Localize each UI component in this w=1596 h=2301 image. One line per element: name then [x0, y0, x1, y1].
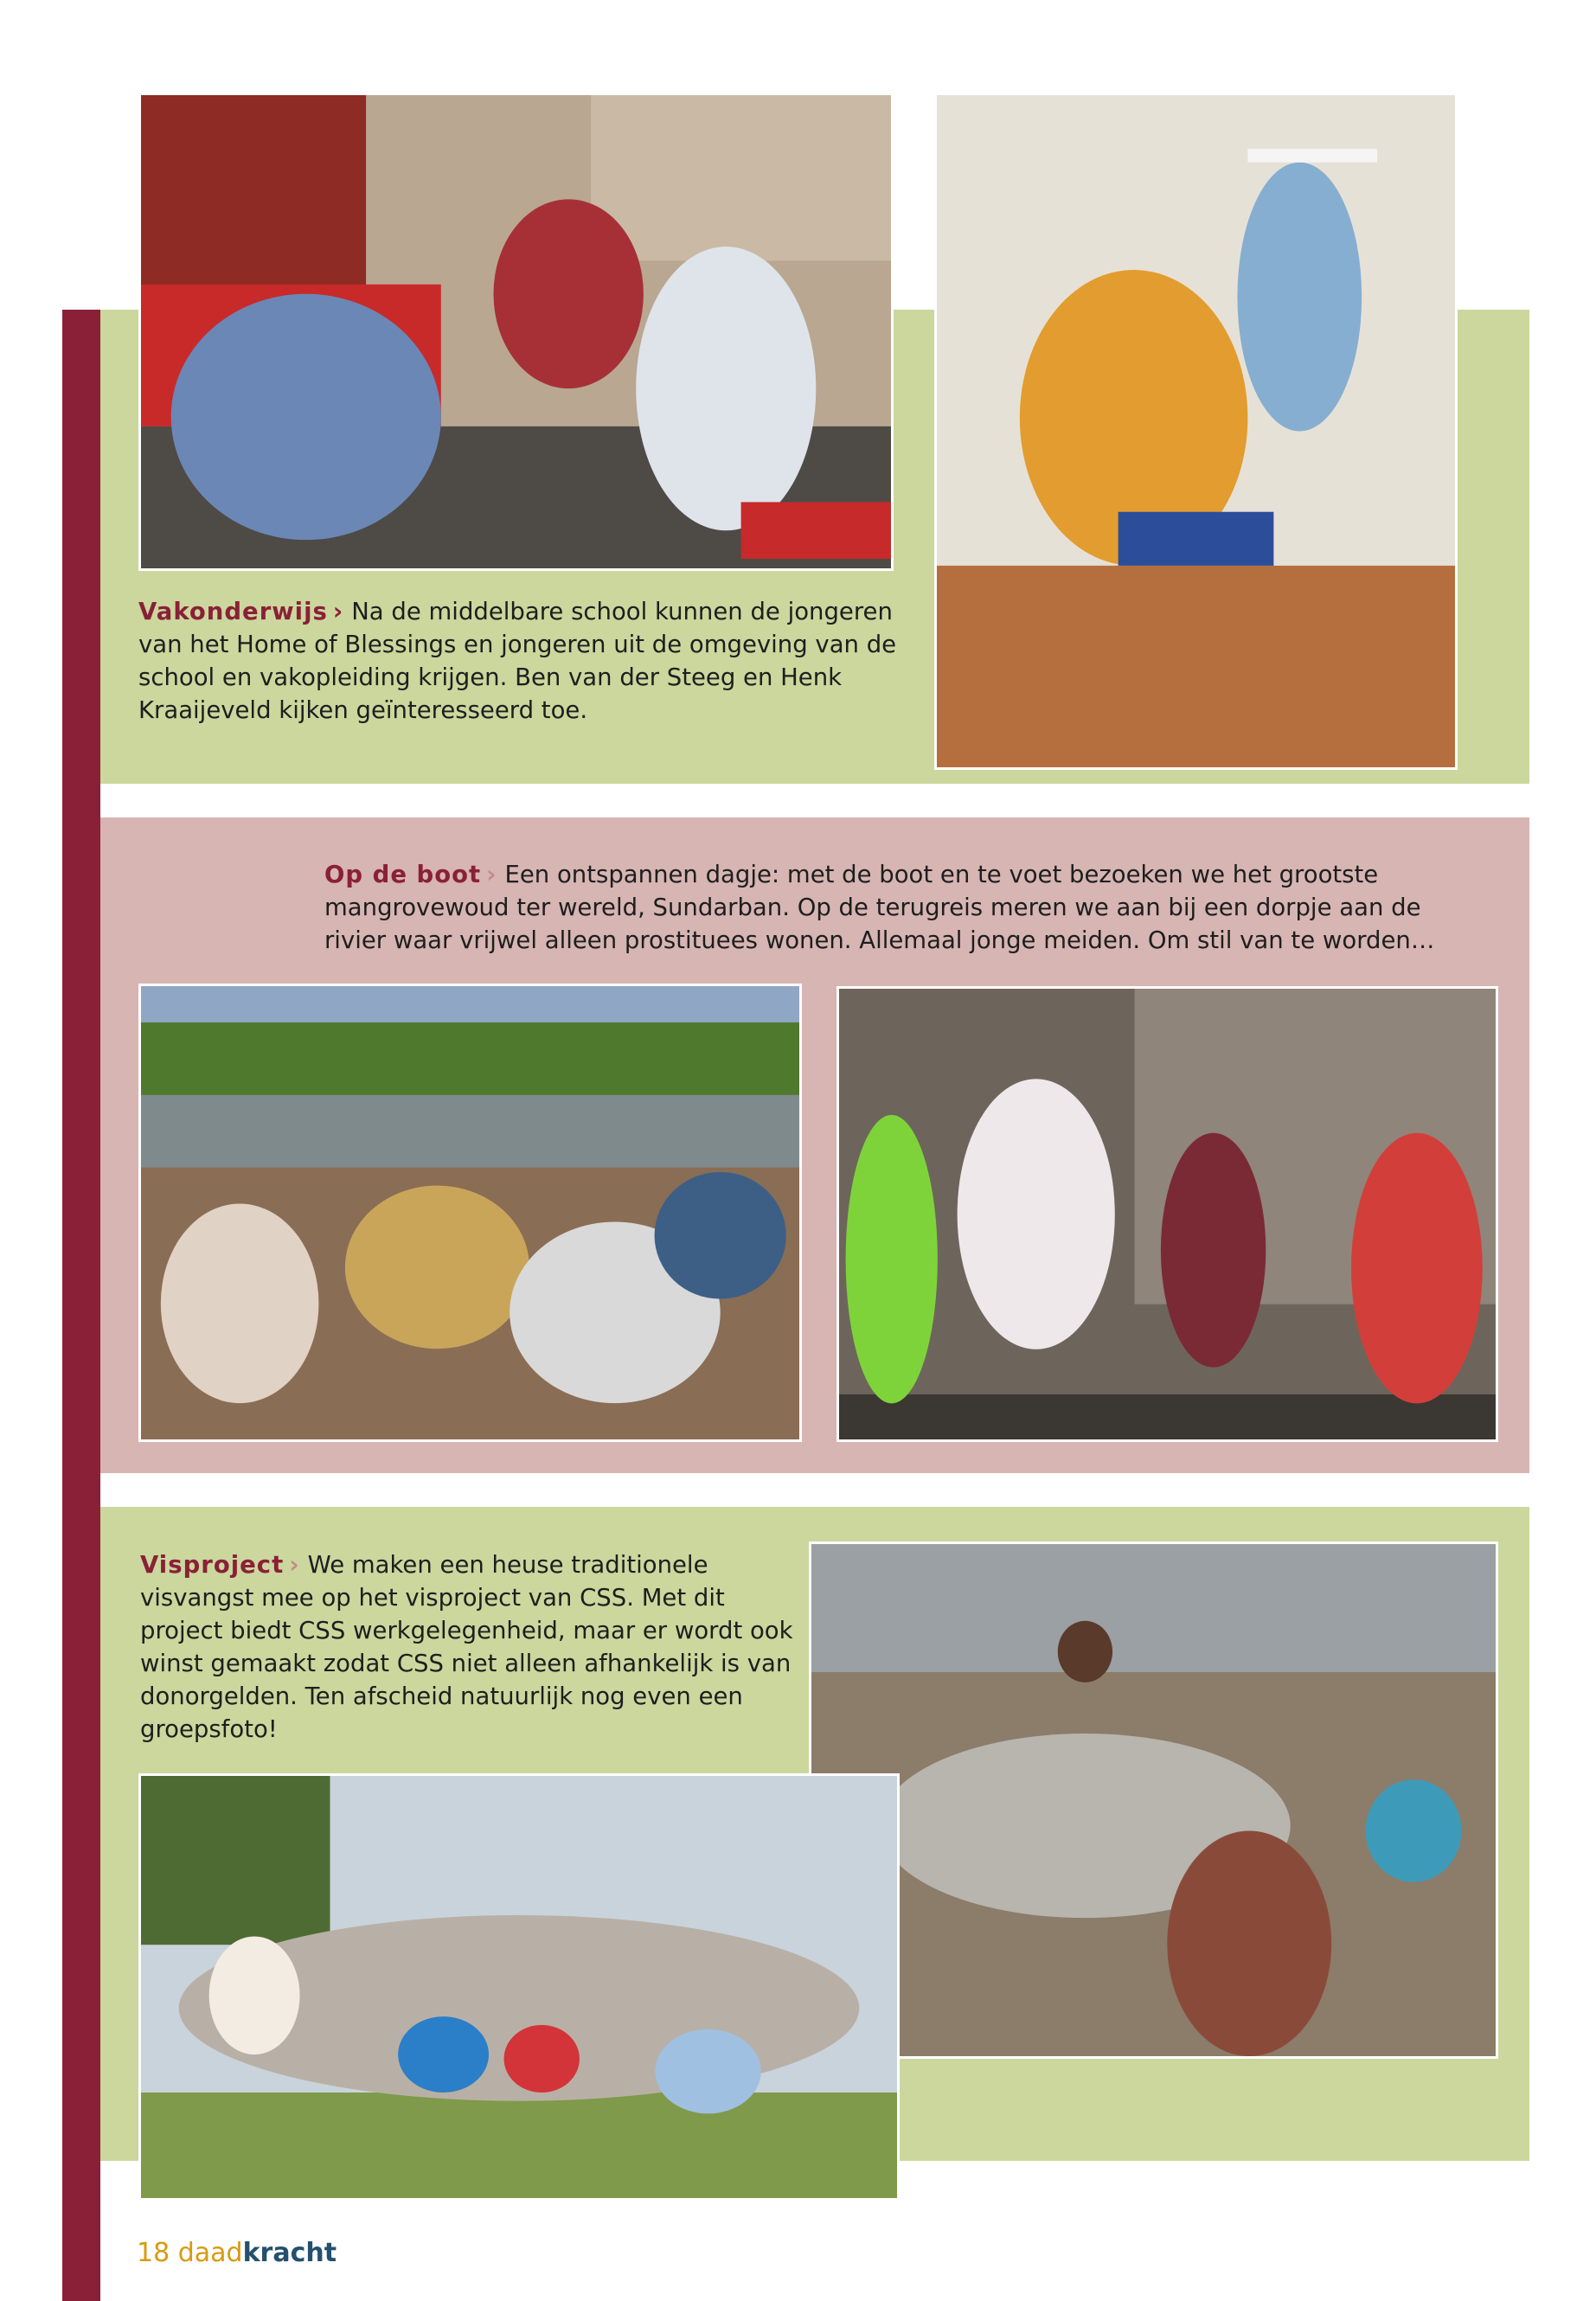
chevron-right-icon: ›	[332, 598, 343, 625]
photo-boat-trip	[138, 984, 802, 1442]
brand-part-2: kracht	[242, 2238, 337, 2268]
left-accent-bar	[62, 310, 100, 2301]
brand-logo	[178, 2238, 337, 2268]
caption-text: Na de middelbare school kunnen de jongeren van het Home of Blessings en jongeren uit de omgeving van de school en vakopleiding krijgen. Ben van der Steeg en Henk Kraaijeveld kijken geïnteresseerd toe.	[138, 598, 897, 724]
caption-lead: Vakonderwijs	[138, 598, 328, 625]
caption-lead: Visproject	[140, 1551, 285, 1579]
caption-visproject	[140, 1548, 798, 1746]
caption-lead: Op de boot	[324, 861, 482, 888]
photo-workshop-vise	[934, 93, 1458, 770]
caption-op-de-boot	[324, 858, 1466, 957]
photo-group	[138, 1773, 900, 2201]
photo-workshop-students	[138, 93, 894, 571]
page-number: 18	[137, 2238, 170, 2268]
photo-fishing	[809, 1541, 1498, 2059]
chevron-right-icon: ›	[486, 861, 497, 888]
caption-text: Een ontspannen dagje: met de boot en te voet bezoeken we het grootste mangrovewoud ter wereld, Sundarban. Op de terugreis meren we aan bij een dorpje aan de rivier waar vrijwel alleen prostituees wonen. Allemaal jonge meiden. Om stil van te worden…	[324, 861, 1435, 954]
brand-part-1: daad	[177, 2238, 243, 2268]
chevron-right-icon: ›	[289, 1551, 299, 1579]
photo-village-women	[836, 986, 1498, 1442]
footer	[137, 2236, 337, 2271]
caption-vakonderwijs	[138, 595, 900, 727]
caption-text: We maken een heuse traditionele visvangst mee op het visproject van CSS. Met dit project biedt CSS werkgelegenheid, maar er wordt ook winst gemaakt zodat CSS niet alleen afhankelijk is van donorgelden. Ten afscheid natuurlijk nog even een groepsfoto!	[140, 1551, 793, 1743]
